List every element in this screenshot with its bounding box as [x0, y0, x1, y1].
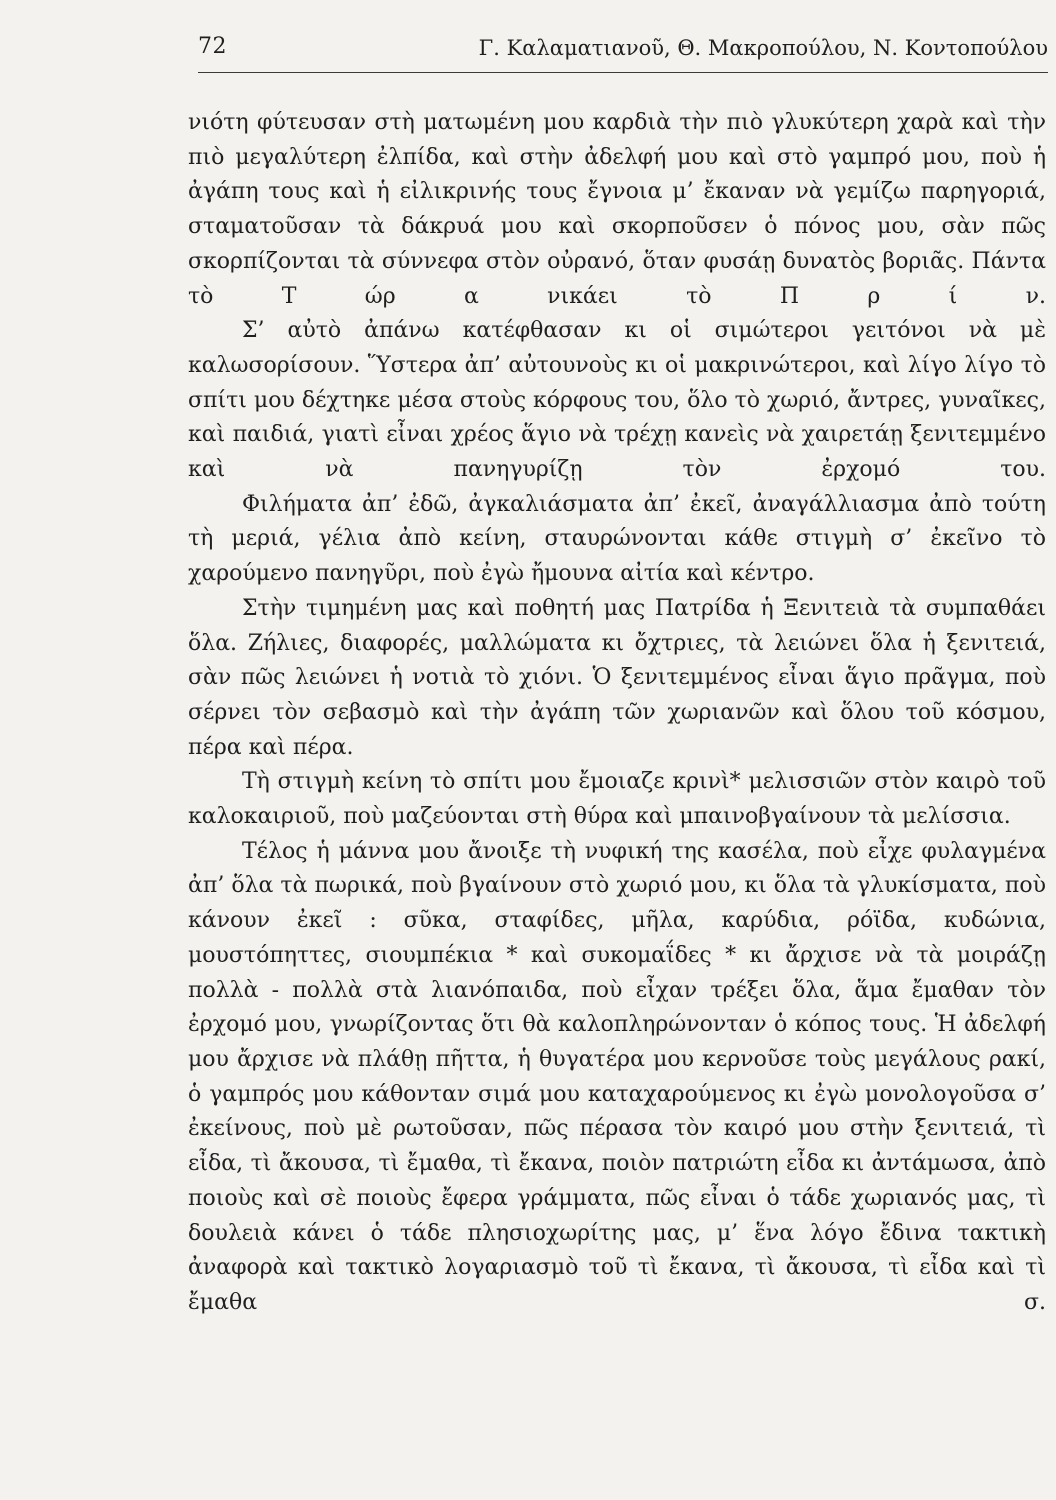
paragraph-mother-chest: Τέλος ἡ μάννα μου ἄνοιξε τὴ νυφική της κασέλα, ποὺ εἶχε φυλαγμένα ἀπ’ ὅλα τὰ πωρικά, ποὺ βγαίνουν στὸ χωριό μου, κι ὅλα τὰ γλυκίσματα, ποὺ κάνουν ἐκεῖ : σῦκα, σταφίδες, μῆλα, καρύδια, ρόϊδα, κυδώνια, μουστόπηττες, σιουμπέκια * καὶ συκομαΐδες * κι ἄρχισε νὰ τὰ μοιράζῃ πολλὰ - πολλὰ στὰ λιανόπαιδα, ποὺ εἶχαν τρέξει ὅλα, ἅμα ἔμαθαν τὸν ἐρχομό μου, γνωρίζοντας ὅτι θὰ καλοπληρώνονταν ὁ κόπος τους. Ἡ ἀδελφή μου ἄρχισε νὰ πλάθῃ πῆττα, ἡ θυγατέρα μου κερνοῦσε τοὺς μεγάλους ρακί, ὁ γαμπρός μου κάθονταν σιμά μου καταχαρούμενος κι ἐγὼ μονολογοῦσα σ’ ἐκείνους, ποὺ μὲ ρωτοῦσαν, πῶς πέρασα τὸν καιρό μου στὴν ξενιτειά, τὶ εἶδα, τὶ ἄκουσα, τὶ ἔμαθα, τὶ ἔκανα, ποιὸν πατριώτη εἶδα κι ἀντάμωσα, ἀπὸ ποιοὺς καὶ σὲ ποιοὺς ἔφερα γράμματα, πῶς εἶναι ὁ τάδε χωριανός μας, τὶ δουλειὰ κάνει ὁ τάδε πλησιοχωρίτης μας, μ’ ἕνα λόγο ἔδινα τακτικὴ ἀναφορὰ καὶ τακτικὸ λογαριασμὸ τοῦ τὶ ἔκανα, τὶ ἄκουσα, τὶ εἶδα καὶ τὶ ἔμαθα σ. — [188, 838, 1046, 1315]
running-header — [198, 30, 1048, 73]
page-number: 72 — [198, 34, 227, 59]
paragraph-homeland: Στὴν τιμημένη μας καὶ ποθητή μας Πατρίδα ἡ Ξενιτειὰ τὰ συμπαθάει ὅλα. Ζήλιες, διαφορές, μαλλώματα κι ὄχτριες, τὰ λειώνει ὅλα ἡ ξενιτειά, σὰν πῶς λειώνει ἡ νοτιὰ τὸ χιόνι. Ὁ ξενιτεμμένος εἶναι ἅγιο πρᾶγμα, ποὺ σέρνει τὸν σεβασμὸ καὶ τὴν ἀγάπη τῶν χωριανῶν καὶ ὅλου τοῦ κόσμου, πέρα καὶ πέρα. — [188, 595, 1046, 760]
header-authors: Γ. Καλαματιανοῦ, Θ. Μακροπούλου, Ν. Κοντοπούλου — [478, 36, 1048, 60]
paragraph-continuation: νιότη φύτευσαν στὴ ματωμένη μου καρδιὰ τὴν πιὸ γλυκύτερη χαρὰ καὶ τὴν πιὸ μεγαλύτερη ἐλπίδα, καὶ στὴν ἀδελφή μου καὶ στὸ γαμπρό μου, ποὺ ἡ ἀγάπη τους καὶ ἡ εἰλικρινής τους ἔγνοια μ’ ἔκαναν νὰ γεμίζω παρηγοριά, σταματοῦσαν τὰ δάκρυά μου καὶ σκορποῦσεν ὁ πόνος μου, σὰν πῶς σκορπίζονται τὰ σύννεφα στὸν οὐρανό, ὅταν φυσάῃ δυνατὸς βοριᾶς. Πάντα τὸ Τ ώρ α νικάει τὸ Π ρ ί ν. — [188, 110, 1046, 309]
paragraph-neighbours-arrive: Σ’ αὐτὸ ἀπάνω κατέφθασαν κι οἱ σιμώτεροι γειτόνοι νὰ μὲ καλωσορίσουν. Ὕστερα ἀπ’ αὐτουνοὺς κι οἱ μακρινώτεροι, καὶ λίγο λίγο τὸ σπίτι μου δέχτηκε μέσα στοὺς κόρφους του, ὅλο τὸ χωριό, ἄντρες, γυναῖκες, καὶ παιδιά, γιατὶ εἶναι χρέος ἅγιο νὰ τρέχῃ κανεὶς νὰ χαιρετάῃ ξενιτεμμένο καὶ νὰ πανηγυρίζῃ τὸν ἐρχομό του. — [188, 318, 1046, 483]
body-text — [188, 106, 1046, 1321]
paragraph-kisses: Φιλήματα ἀπ’ ἐδῶ, ἀγκαλιάσματα ἀπ’ ἐκεῖ, ἀναγάλλιασμα ἀπὸ τούτη τὴ μεριά, γέλια ἀπὸ κείνη, σταυρώνονται κάθε στιγμὴ σ’ ἐκεῖνο τὸ χαρούμενο πανηγῦρι, ποὺ ἐγὼ ἤμουνα αἰτία καὶ κέντρο. — [188, 491, 1046, 587]
paragraph-beehive: Τὴ στιγμὴ κείνη τὸ σπίτι μου ἔμοιαζε κρινὶ* μελισσιῶν στὸν καιρὸ τοῦ καλοκαιριοῦ, ποὺ μαζεύονται στὴ θύρα καὶ μπαινοβγαίνουν τὰ μελίσσια. — [188, 769, 1046, 830]
